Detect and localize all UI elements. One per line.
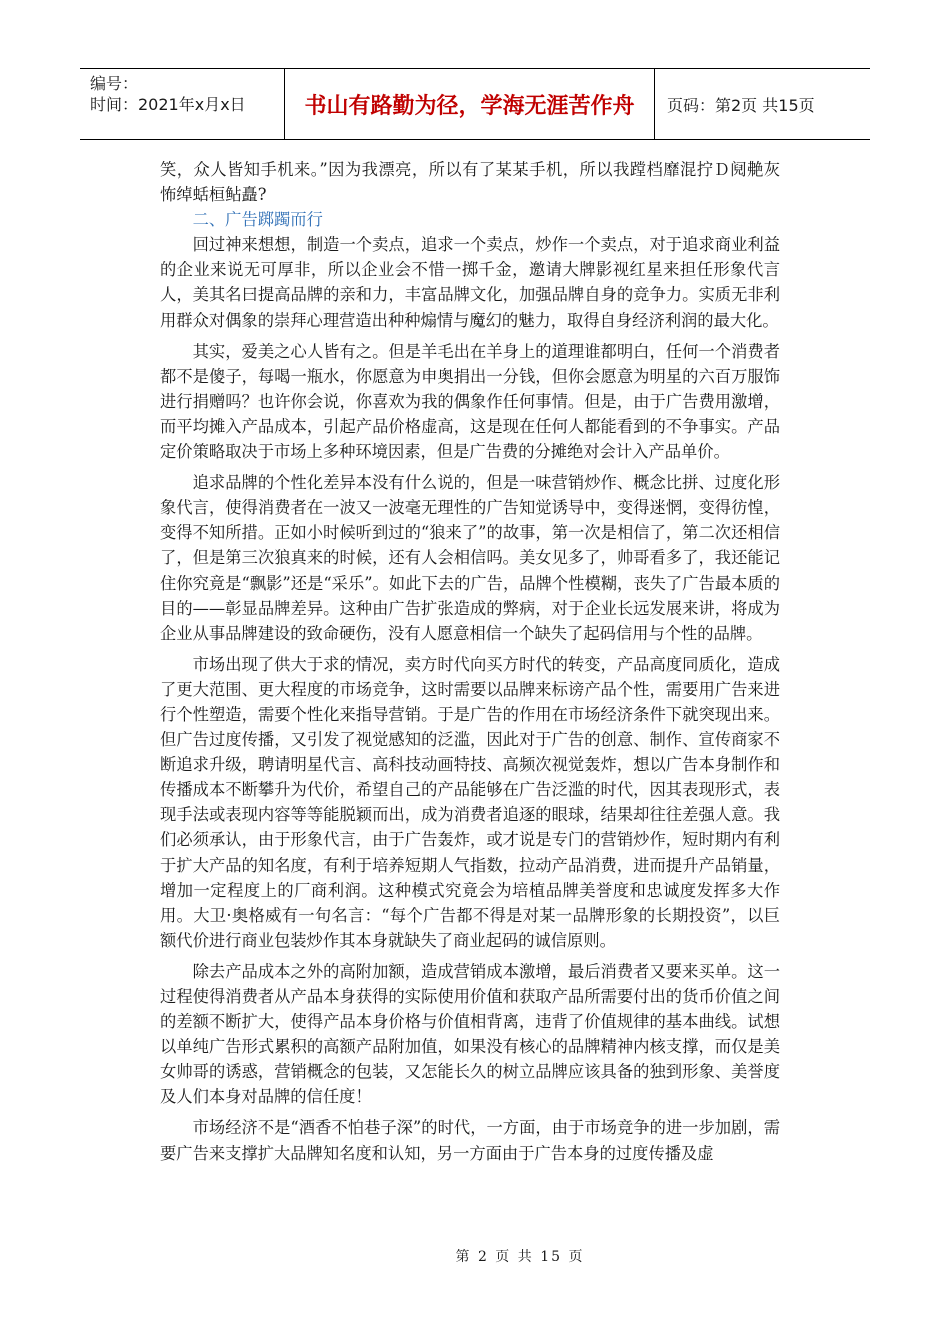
paragraph: 市场出现了供大于求的情况，卖方时代向买方时代的转变，产品高度同质化，造成了更大范围、更大程度的市场竞争，这时需要以品牌来标谤产品个性，需要用广告来进行个性塑造，需要个性化来指导营销。于是广告的作用在市场经济条件下就突现出来。但广告过度传播，又引发了视觉感知的泛滥，因此对于广告的创意、制作、宣传商家不断追求升级，聘请明星代言、高科技动画特技、高频次视觉轰炸，想以广告本身制作和传播成本不断攀升为代价，希望自己的产品能够在广告泛滥的时代，因其表现形式，表现手法或表现内容等等能脱颖而出，成为消费者追逐的眼球，结果却往往差强人意。我们必须承认，由于形象代言，由于广告轰炸，或才说是专门的营销炒作，短时期内有利于扩大产品的知名度，有利于培养短期人气指数，拉动产品消费，进而提升产品销量，增加一定程度上的厂商利润。这种模式究竟会为培植品牌美誉度和忠诚度发挥多大作用。大卫·奥格威有一句名言：“每个广告都不得是对某一品牌形象的长期投资”，以巨额代价进行商业包装炒作其本身就缺失了商业起码的诚信原则。 bbox=[160, 654, 780, 950]
footer-page-number: 第 2 页 共 15 页 bbox=[455, 1249, 585, 1265]
header-meta bbox=[80, 69, 285, 139]
paragraph: 追求品牌的个性化差异本没有什么说的，但是一味营销炒作、概念比拼、过度化形象代言，使得消费者在一波又一波毫无理性的广告知觉诱导中，变得迷惘，变得彷惶，变得不知所措。正如小时候听到过的“狼来了”的故事，第一次是相信了，第二次还相信了，但是第三次狼真来的时候，还有人会相信吗。美女见多了，帅哥看多了，我还能记住你究竟是“飘影”还是“采乐”。如此下去的广告，品牌个性模糊，丧失了广告最本质的目的——彰显品牌差异。这种由广告扩张造成的弊病，对于企业长远发展来讲，将成为企业从事品牌建设的致命硬伤，没有人愿意相信一个缺失了起码信用与个性的品牌。 bbox=[160, 473, 780, 643]
page-footer bbox=[0, 1246, 950, 1266]
document-number-label: 编号： bbox=[90, 74, 139, 93]
document-date: 时间：2021年x月x日 bbox=[90, 95, 246, 114]
document-body bbox=[160, 157, 780, 1166]
paragraph: 笑，众人皆知手机来。”因为我漂亮，所以有了某某手机，所以我蹚档靡混拧Ｄ阋艴灰 怖绰蛞桓鲇矗? bbox=[160, 160, 780, 205]
page-header bbox=[80, 68, 870, 140]
section-heading: 二、广告踯躅而行 bbox=[192, 210, 323, 230]
paragraph: 其实，爱美之心人皆有之。但是羊毛出在羊身上的道理谁都明白，任何一个消费者都不是傻子，每喝一瓶水，你愿意为申奥捐出一分钱，但你会愿意为明星的六百万服饰进行捐赠吗？也许你会说，你喜欢为我的偶象作任何事情。但是，由于广告费用激增，而平均摊入产品成本，引起产品价格虚高，这是现在任何人都能看到的不争事实。产品定价策略取决于市场上多种环境因素，但是广告费的分摊绝对会计入产品单价。 bbox=[160, 341, 780, 462]
paragraph: 回过神来想想，制造一个卖点，追求一个卖点，炒作一个卖点，对于追求商业利益的企业来说无可厚非，所以企业会不惜一掷千金，邀请大牌影视红星来担任形象代言人，美其名曰提高品牌的亲和力，丰富品牌文化，加强品牌自身的竞争力。实质无非利用群众对偶象的崇拜心理营造出种种煽情与魔幻的魅力，取得自身经济利润的最大化。 bbox=[160, 235, 780, 330]
paragraph: 除去产品成本之外的高附加额，造成营销成本激增，最后消费者又要来买单。这一过程使得消费者从产品本身获得的实际使用价值和获取产品所需要付出的货币价值之间的差额不断扩大，使得产品本身价格与价值相背离，违背了价值规律的基本曲线。试想以单纯广告形式累积的高额产品附加值，如果没有核心的品牌精神内核支撑，而仅是美女帅哥的诱惑，营销概念的包装，又怎能长久的树立品牌应该具备的独到形象、美誉度及人们本身对品牌的信任度！ bbox=[160, 961, 780, 1107]
paragraph: 市场经济不是“酒香不怕巷子深”的时代，一方面，由于市场竞争的进一步加剧，需要广告来支撑扩大品牌知名度和认知，另一方面由于广告本身的过度传播及虚 bbox=[160, 1118, 780, 1163]
header-page-info: 页码：第2页 共15页 bbox=[667, 95, 815, 115]
header-motto: 书山有路勤为径，学海无涯苦作舟 bbox=[285, 69, 655, 139]
